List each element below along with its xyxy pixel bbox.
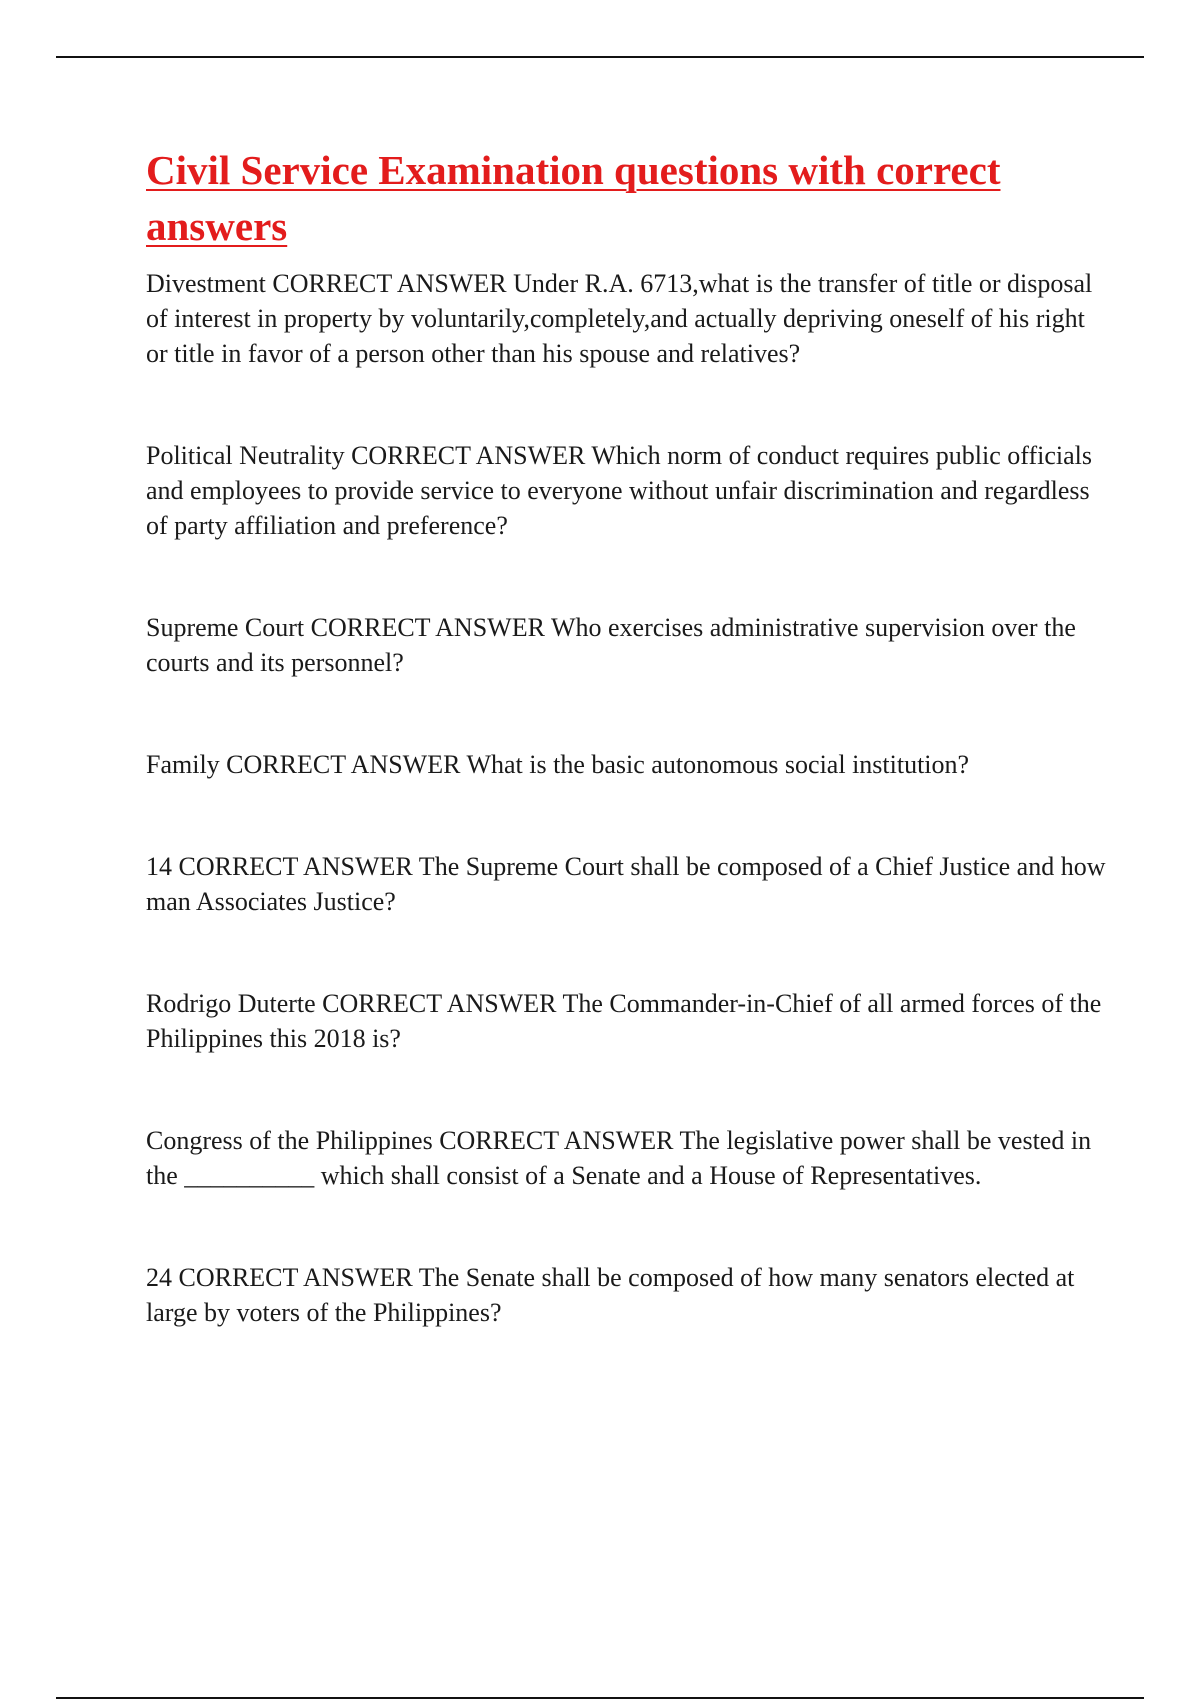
qa-item-associate-justices: 14 CORRECT ANSWER The Supreme Court shall be composed of a Chief Justice and how man Associates Justice? (146, 852, 1106, 916)
document-title: Civil Service Examination questions with correct answers (146, 147, 1001, 249)
top-rule (56, 56, 1144, 58)
qa-item-supreme-court: Supreme Court CORRECT ANSWER Who exercises administrative supervision over the courts and its personnel? (146, 613, 1076, 677)
qa-item-senate-composition: 24 CORRECT ANSWER The Senate shall be composed of how many senators elected at large by voters of the Philippines? (146, 1263, 1075, 1327)
qa-item-legislative-power: Congress of the Philippines CORRECT ANSWER The legislative power shall be vested in the __________ which shall consist of a Senate and a House of Representatives. (146, 1126, 1092, 1190)
qa-item-divestment: Divestment CORRECT ANSWER Under R.A. 6713,what is the transfer of title or disposal of interest in property by voluntarily,completely,and actually depriving oneself of his right or title in favor of a person other than his spouse and relatives? (146, 269, 1093, 368)
qa-list (146, 266, 1106, 1330)
document-body (146, 142, 1106, 1330)
qa-item-commander-in-chief: Rodrigo Duterte CORRECT ANSWER The Commander-in-Chief of all armed forces of the Philippines this 2018 is? (146, 989, 1102, 1053)
bottom-rule (56, 1697, 1144, 1699)
qa-item-family: Family CORRECT ANSWER What is the basic autonomous social institution? (146, 750, 970, 779)
qa-item-political-neutrality: Political Neutrality CORRECT ANSWER Which norm of conduct requires public officials and employees to provide service to everyone without unfair discrimination and regardless of party affiliation and preference? (146, 441, 1092, 540)
